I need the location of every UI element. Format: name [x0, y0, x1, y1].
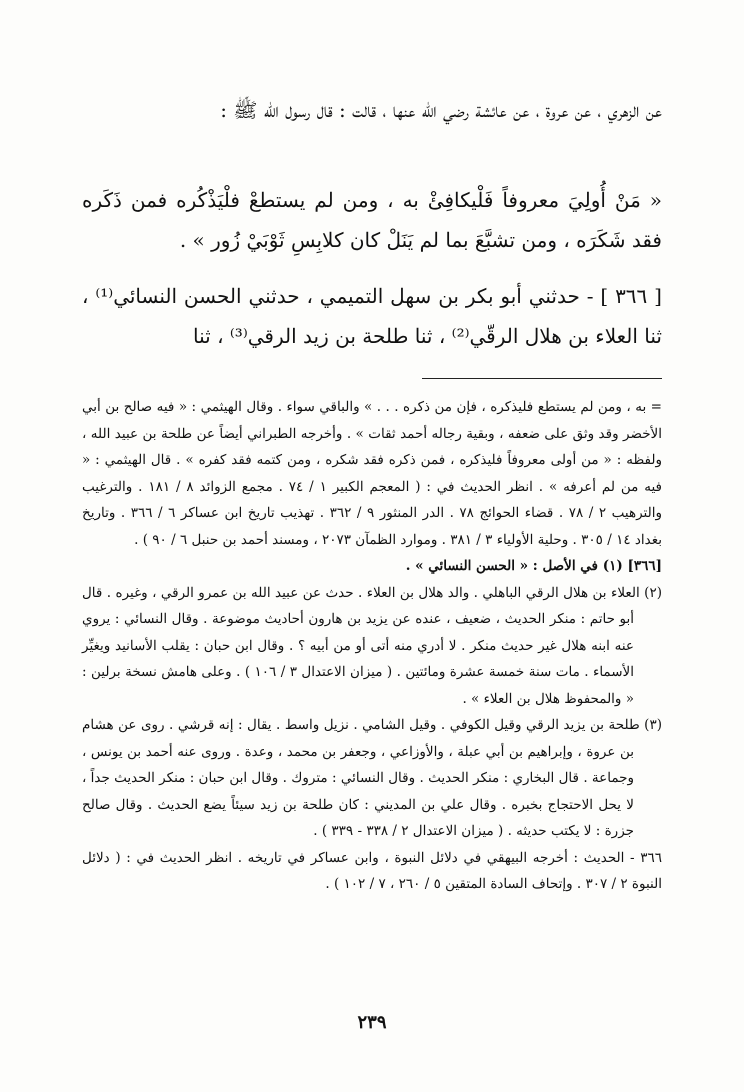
footnote-2: (٢) العلاء بن هلال الرقي الباهلي . والد هلال بن العلاء . حدث عن عبيد الله بن عمرو الرقي ، وغيره . قال أبو حاتم : منكر الحديث ، ضعيف ، عنده عن يزيد بن هارون أحاديث موضوعة . وقال النسائي : يروي عنه ابنه هلال غير حديث منكر . لا أدري منه أتى أو من أبيه ؟ . وقال ابن حبان : يقلب الأسانيد ويغيِّر الأسماء . مات سنة خمسة عشرة ومائتين . ( ميزان الاعتدال ٣ / ١٠٦ ) . وعلى هامش نسخة برلين : « والمحفوظ هلال بن العلاء » . — [82, 584, 662, 707]
main-text-paragraph-2 — [82, 180, 662, 260]
footnotes — [82, 394, 662, 898]
footnote-continuation: = به ، ومن لم يستطع فليذكره ، فإن من ذكره . . . » والباقي سواء . وقال الهيثمي : « فيه صالح بن أبي الأخضر وقد وثق على ضعفه ، وبقية رجاله أحمد ثقات » . وأخرجه الطبراني أيضاً عن طلحة بن عبيد الله ، ولفظه : « من أولى معروفاً فليذكره ، فمن ذكره فقد شكره ، ومن كتمه فقد كفره » . قال الهيثمي : « فيه من لم أعرفه » . انظر الحديث في : ( المعجم الكبير ١ / ٧٤ . مجمع الزوائد ٨ / ١٨١ . والترغيب والترهيب ٢ / ٧٨ . قضاء الحوائج ٧٨ . الدر المنثور ٩ / ٣٦٢ . تهذيب تاريخ ابن عساكر ٦ / ٣٦٦ . وتاريخ بغداد ١٤ / ٣٠٥ . وحلية الأولياء ٣ / ٣٨١ . وموارد الظمآن ٢٠٧٣ ، ومسند أحمد بن حنبل ٦ / ٩٠ ) . — [82, 399, 662, 548]
footnote-hadith-366: ٣٦٦ - الحديث : أخرجه البيهقي في دلائل النبوة ، وابن عساكر في تاريخه . انظر الحديث في : ( دلائل النبوة ٢ / ٣٠٧ . وإتحاف السادة المتقين ٥ / ٢٦٠ ، ٧ / ١٠٢ ) . — [82, 849, 662, 892]
footnote-366-1: [٣٦٦] (١) في الأصل : « الحسن النسائي » . — [405, 558, 662, 574]
footnote-3: (٣) طلحة بن يزيد الرقي وقيل الكوفي . وقيل الشامي . نزيل واسط . يقال : إنه قرشي . روى عن هشام بن عروة ، وإبراهيم بن أبي عبلة ، والأوزاعي ، وجعفر بن محمد ، وعدة . وروى عنه أحمد بن يونس ، وجماعة . قال البخاري : منكر الحديث . وقال النسائي : متروك . وقال ابن حبان : منكر الحديث جداً ، لا يحل الاحتجاج بخبره . وقال علي بن المديني : كان طلحة بن زيد سيئاً يضع الحديث . وقال صالح جزرة : لا يكتب حديثه . ( ميزان الاعتدال ٢ / ٣٣٨ - ٣٣٩ ) . — [82, 717, 662, 839]
hadith-quote: « مَنْ أُولِيَ معروفاً فَلْيكافِئْ به ، ومن لم يستطعْ فلْيَذْكُره فمن ذَكَره فقد شَكَرَه ، ومن تشبَّعَ بما لم يَنَلْ كان كلابِسِ ثَوْبَيْ زُور » . — [82, 188, 662, 252]
footnote-divider — [422, 378, 662, 379]
main-text-paragraph-3 — [82, 276, 662, 356]
paragraph-1: عن الزهري ، عن عروة ، عن عائشة رضي الله عنها ، قالت : قال رسول الله ﷺ : — [220, 98, 662, 122]
main-text-paragraph-1 — [82, 90, 662, 130]
page-number: ٢٣٩ — [357, 1012, 387, 1033]
isnad-paragraph: [ ٣٦٦ ] - حدثني أبو بكر بن سهل التميمي ، حدثني الحسن النسائي⁽¹⁾ ، ثنا العلاء بن هلال الرقّي⁽²⁾ ، ثنا طلحة بن زيد الرقي⁽³⁾ ، ثنا — [82, 284, 662, 348]
